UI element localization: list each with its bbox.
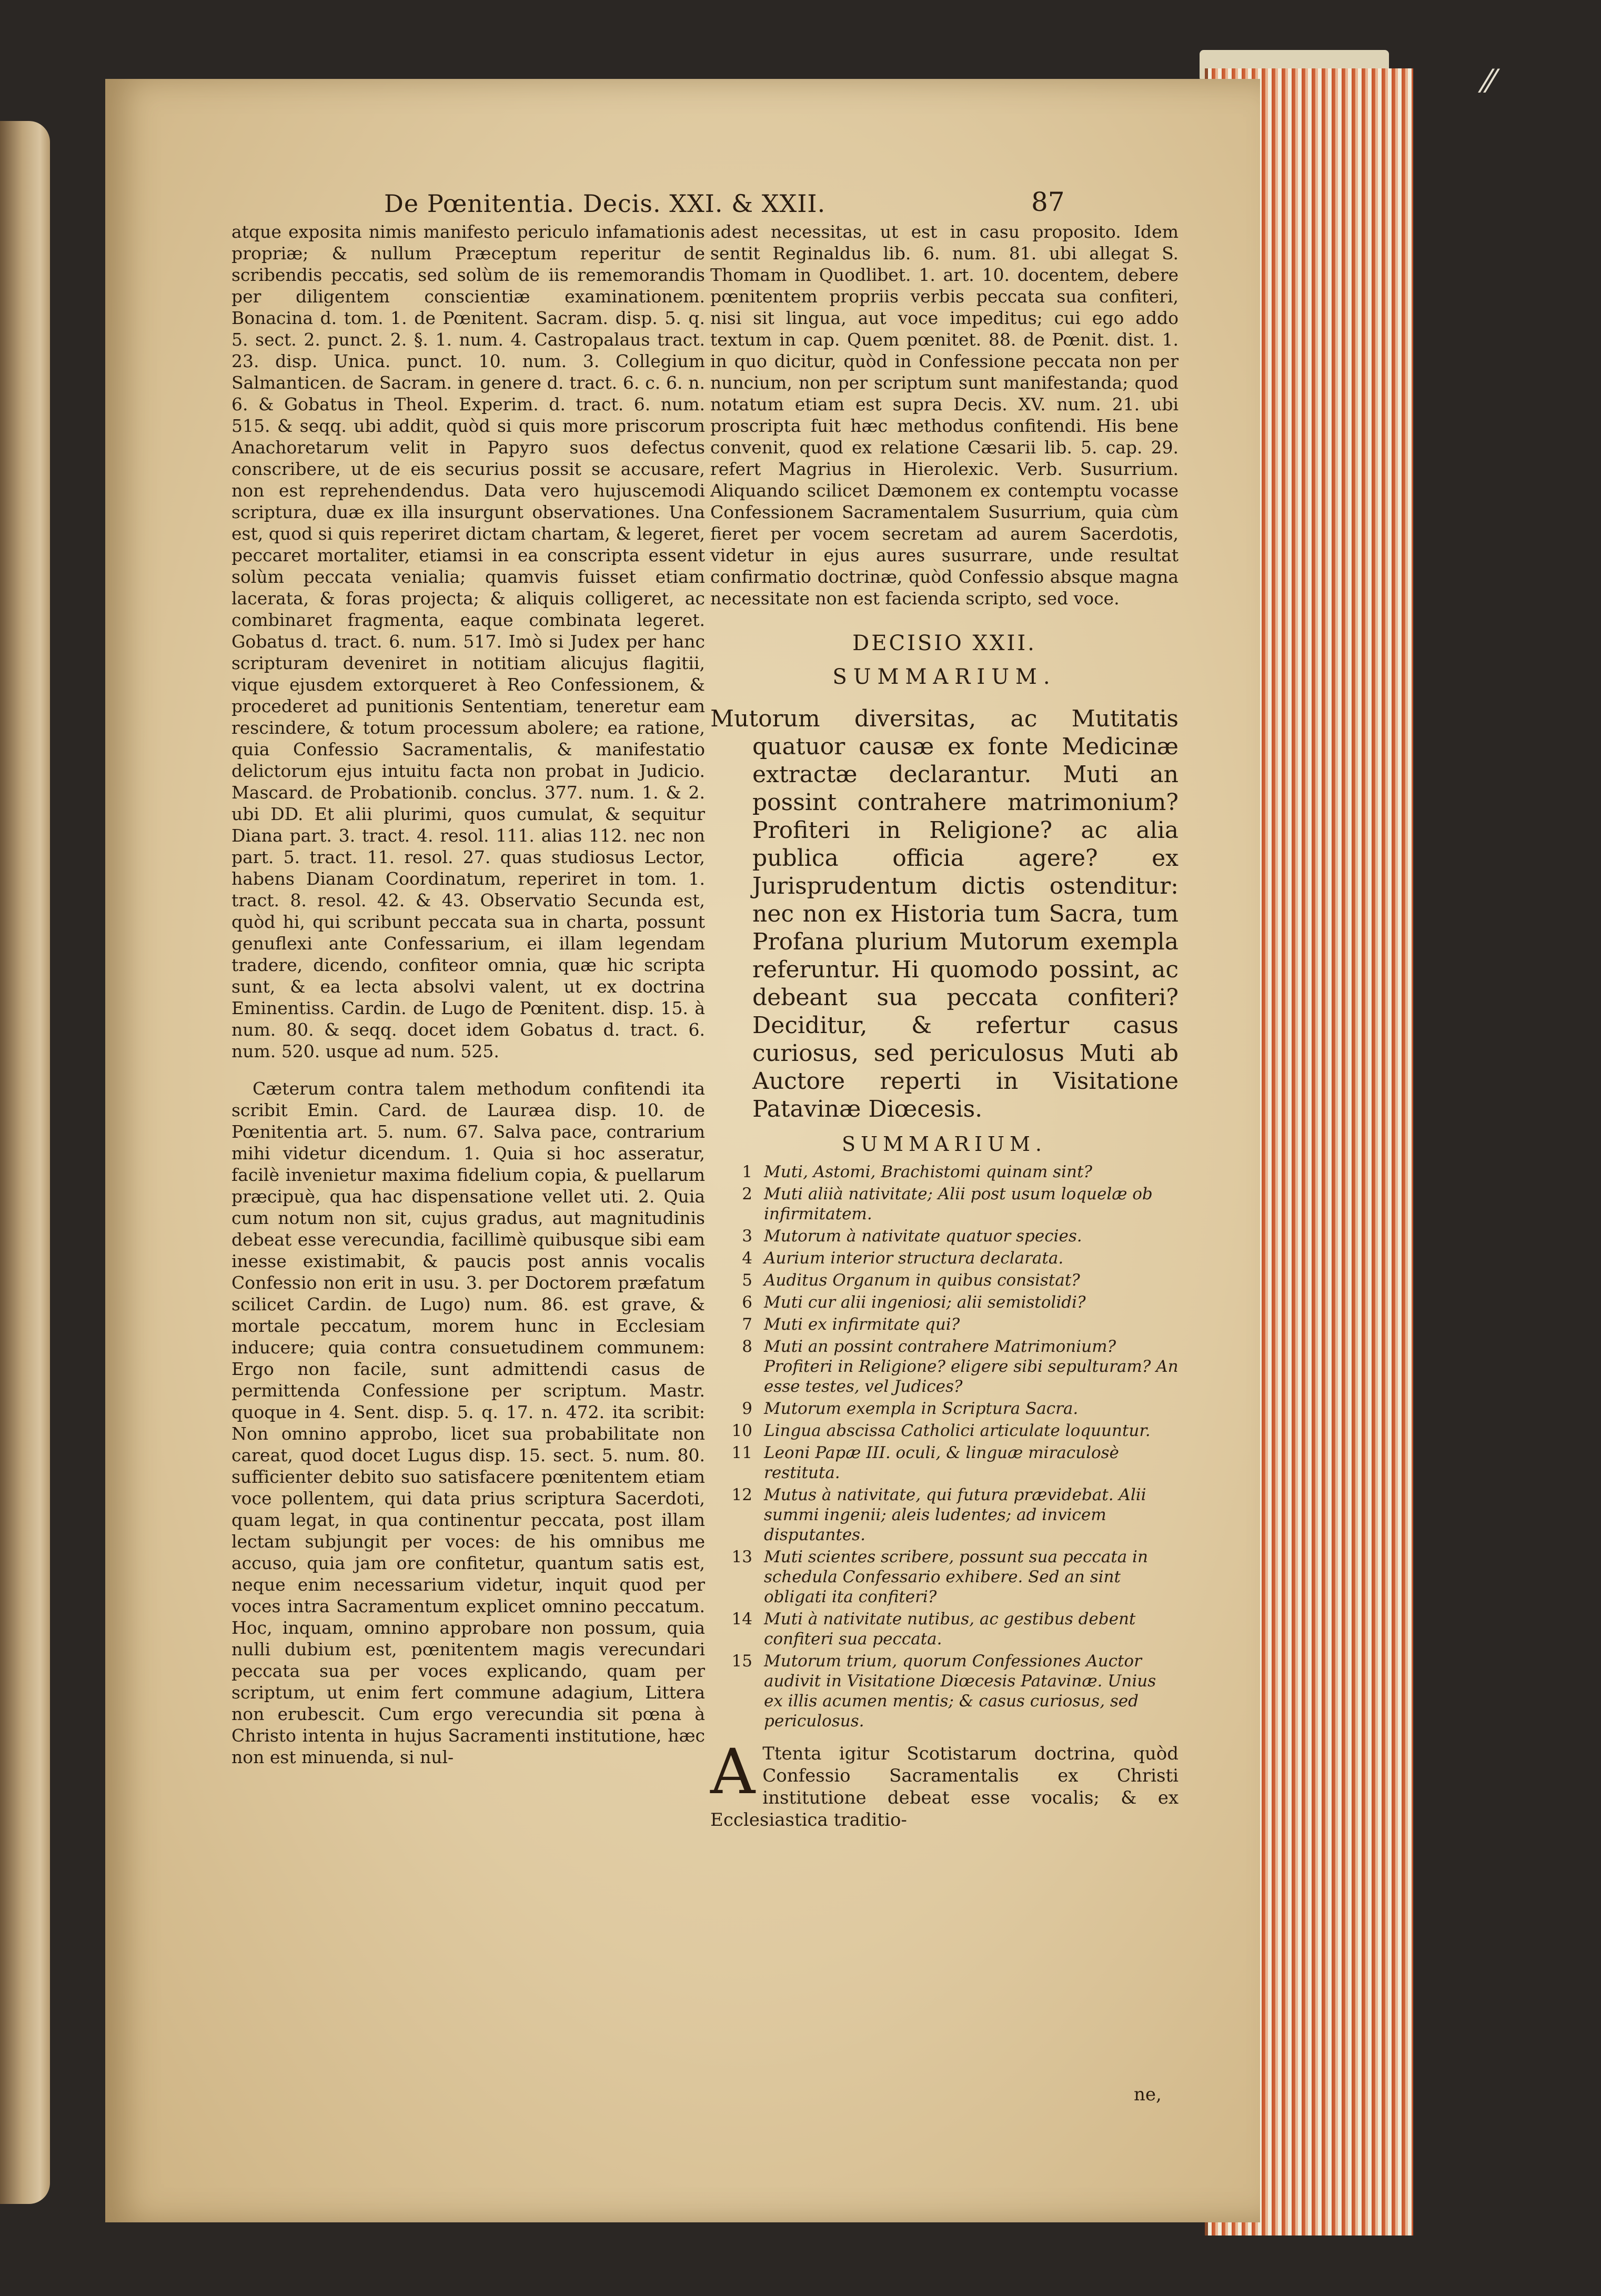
summary-item — [710, 1270, 1179, 1290]
summary-item — [710, 1292, 1179, 1312]
summary-item — [710, 1421, 1179, 1441]
summary-item-number: 12 — [731, 1485, 752, 1504]
summary-item-text: Muti à nativitate nutibus, ac gestibus debent confiteri sua peccata. — [764, 1610, 1136, 1648]
summary-text: Mutorum diversitas, ac Mutitatis quatuor causæ ex fonte Medicinæ extractæ declarantur. Muti an possint contrahere matrimonium? Profiteri in Religione? ac alia publica officia agere? ex Jurisprudentum dictis ostenditur: nec non ex Historia tum Sacra, tum Profana plurium Mutorum exempla referuntur. Hi quomodo possint, ac debeant sua peccata confiteri? Deciditur, & refertur casus curiosus, sed periculosus Muti ab Auctore reperti in Visitatione Patavinæ Diœcesis. — [710, 705, 1179, 1122]
summary-item-number: 6 — [742, 1293, 752, 1312]
summary-item — [710, 1226, 1179, 1246]
final-text: Ttenta igitur Scotistarum doctrina, quòd Confessio Sacramentalis ex Christi institutione debeat esse vocalis; & ex Ecclesiastica traditio- — [710, 1743, 1179, 1830]
summary-item-text: Muti an possint contrahere Matrimonium? Profiteri in Religione? eligere sibi sepulturam? An esse testes, vel Judices? — [764, 1337, 1179, 1396]
left-column — [231, 221, 705, 1768]
summary-item-text: Mutus à nativitate, qui futura prævidebat. Alii summi ingenii; aleis ludentes; ad invicem disputantes. — [764, 1485, 1146, 1544]
summary-item — [710, 1443, 1179, 1483]
summary-item — [710, 1609, 1179, 1649]
summary-item-number: 9 — [742, 1399, 752, 1418]
summary-item — [710, 1399, 1179, 1419]
summary-item-text: Aurium interior structura declarata. — [764, 1249, 1064, 1268]
summary-item-text: Mutorum trium, quorum Confessiones Auctor audivit in Visitatione Diœcesis Patavinæ. Unius ex illis acumen mentis; & casus curiosus, sed periculosus. — [764, 1652, 1156, 1731]
right-paragraph: adest necessitas, ut est in casu proposito. Idem sentit Reginaldus lib. 6. num. 81. ubi allegat S. Thomam in Quodlibet. 1. art. 10. docentem, debere pœnitentem propriis verbis peccata sua confiteri, nisi sit lingua, aut voce impeditus; cui ego addo textum in cap. Quem pœnitet. 88. de Pœnit. dist. 1. in quo dicitur, quòd in Confessione peccata non per nuncium, non per scriptum sunt manifestanda; quod notatum etiam est supra Decis. XV. num. 21. ubi proscripta fuit hæc methodus confitendi. His bene convenit, quod ex relatione Cæsarii lib. 5. cap. 29. refert Magrius in Hierolexic. Verb. Susurrium. Aliquando scilicet Dæmonem ex contemptu vocasse Confessionem Sacramentalem Susurrium, quia cùm fieret per vocem secretam ad aurem Sacerdotis, videtur in ejus aures susurrare, unde resultat confirmatio doctrinæ, quòd Confessio absque magna necessitate non est facienda scripto, sed voce. — [710, 221, 1179, 609]
summary-item — [710, 1162, 1179, 1182]
left-paragraph: Cæterum contra talem methodum confitendi ita scribit Emin. Card. de Lauræa disp. 10. de Pœnitentia art. 5. num. 67. Salva pace, contrarium mihi videtur dicendum. 1. Quia si hoc asseratur, facilè invenietur maxima fidelium copia, & puellarum præcipuè, qua hac dispensatione vellet uti. 2. Quia cum notum non sit, cujus gradus, aut magnitudinis debeat esse verecundia, facillimè quibusque sibi eam inesse existimabit, & paucis post annis vocalis Confessio non erit in usu. 3. per Doctorem præfatum scilicet Cardin. de Lugo) num. 86. est grave, & mortale peccatum, morem hunc in Ecclesiam inducere; quia contra consuetudinem communem: Ergo non facile, sunt admittendi casus de permittenda Confessione per scriptum. Mastr. quoque in 4. Sent. disp. 5. q. 17. n. 472. ita scribit: Non omnino approbo, licet sua probabilitate non careat, quod docet Lugus disp. 15. sect. 5. num. 80. sufficienter debito suo satisfacere pœnitentem etiam voce pollentem, qui data prius scriptura Sacerdoti, quam legat, in qua continentur peccata, post illam lectam subjungit per voces: de his omnibus me accuso, quia jam ore confitetur, quantum satis est, neque enim necessarium videtur, inquit quod per voces intra Sacramentum explicet omnino peccatum. Hoc, inquam, omnino approbare non possum, quia nulli dubium est, pœnitentem magis verecundari peccata sua per voces explicando, quam per scriptum, ut enim fert commune adagium, Littera non erubescit. Cum ergo verecundia sit pœna à Christo intenta in hujus Sacramenti institutione, hæc non est minuenda, si nul- — [231, 1078, 705, 1767]
summary-item-number: 11 — [731, 1443, 752, 1462]
summary-item-text: Muti, Astomi, Brachistomi quinam sint? — [764, 1162, 1093, 1181]
summary-item-number: 5 — [742, 1271, 752, 1290]
running-head: De Pœnitentia. Decis. XXI. & XXII. — [384, 189, 826, 218]
summary-item-text: Muti aliià nativitate; Alii post usum loquelæ ob infirmitatem. — [764, 1185, 1153, 1223]
corner-mark: ⁄⁄ — [1484, 63, 1495, 100]
summary-item-number: 8 — [742, 1337, 752, 1356]
summary-items — [710, 1162, 1179, 1731]
left-paragraph: atque exposita nimis manifesto periculo infamationis propriæ; & nullum Præceptum reperitur de scribendis peccatis, sed solùm de iis rememorandis per diligentem conscientiæ examinationem. Bonacina d. tom. 1. de Pœnitent. Sacram. disp. 5. q. 5. sect. 2. punct. 2. §. 1. num. 4. Castropalaus tract. 23. disp. Unica. punct. 10. num. 3. Collegium Salmanticen. de Sacram. in genere d. tract. 6. c. 6. n. 6. & Gobatus in Theol. Experim. d. tract. 6. num. 515. & seqq. ubi addit, quòd si quis more priscorum Anachoretarum velit in Papyro suos defectus conscribere, ut de eis securius possit se accusare, non est reprehendendus. Data vero hujuscemodi scriptura, duæ ex illa insurgunt observationes. Una est, quod si quis reperiret dictam chartam, & legeret, peccaret mortaliter, etiamsi in ea conscripta essent solùm peccata venialia; quamvis fuisset etiam lacerata, & foras projecta; & aliquis colligeret, ac combinaret fragmenta, eaque combinata legeret. Gobatus d. tract. 6. num. 517. Imò si Judex per hanc scripturam deveniret in notitiam alicujus flagitii, vique ejusdem extorqueret à Reo Confessionem, & procederet ad punitionis Sententiam, teneretur eam rescindere, & totum processum abolere; ea ratione, quia Confessio Sacramentalis, & manifestatio delictorum ejus intuitu facta non probat in Judicio. Mascard. de Probationib. conclus. 377. num. 1. & 2. ubi DD. Et alii plurimi, quos cumulat, & sequitur Diana part. 3. tract. 4. resol. 111. alias 112. nec non part. 5. tract. 11. resol. 27. quas studiosus Lector, habens Dianam Coordinatum, reperiret in tom. 1. tract. 8. resol. 42. & 43. Observatio Secunda est, quòd hi, qui scribunt peccata sua in charta, possunt genuflexi ante Confessarium, ei illam legendam tradere, dicendo, confiteor omnia, quæ hic scripta sunt, & ea lecta absolvi valent, ut ex doctrina Eminentiss. Cardin. de Lugo de Pœnitent. disp. 15. à num. 80. & seqq. docet idem Gobatus d. tract. 6. num. 520. usque ad num. 525. — [231, 221, 705, 1061]
summary-item-number: 7 — [742, 1315, 752, 1334]
summary-item — [710, 1184, 1179, 1224]
book-page — [105, 79, 1260, 2222]
summary-item — [710, 1337, 1179, 1397]
summarium-heading-2: SUMMARIUM. — [842, 1132, 1047, 1156]
page-number: 87 — [1031, 187, 1065, 217]
catchword: ne, — [1134, 2084, 1162, 2105]
summary-item-text: Lingua abscissa Catholici articulate loquuntur. — [764, 1421, 1151, 1440]
summary-item — [710, 1547, 1179, 1607]
final-paragraph — [710, 1735, 1179, 1831]
summary-item-number: 4 — [742, 1249, 752, 1268]
summary-item-number: 2 — [742, 1185, 752, 1203]
summary-item-number: 3 — [742, 1227, 752, 1246]
summary-item-text: Muti cur alii ingeniosi; alii semistolidi? — [764, 1293, 1086, 1312]
summary-item-text: Muti ex infirmitate qui? — [764, 1315, 960, 1334]
summary-item-number: 10 — [731, 1421, 752, 1440]
summary-item — [710, 1651, 1179, 1731]
summary-item-text: Mutorum à nativitate quatuor species. — [764, 1227, 1082, 1246]
summary-item-text: Auditus Organum in quibus consistat? — [764, 1271, 1080, 1290]
summary-item-text: Leoni Papæ III. oculi, & linguæ miraculosè restituta. — [764, 1443, 1119, 1482]
drop-cap: A — [710, 1735, 756, 1808]
summary-item — [710, 1485, 1179, 1545]
summary-item — [710, 1314, 1179, 1334]
right-column — [710, 221, 1179, 1831]
summary-item — [710, 1248, 1179, 1268]
summary-item-number: 13 — [731, 1547, 752, 1566]
summary-item-number: 1 — [742, 1162, 752, 1181]
summarium-heading: SUMMARIUM. — [832, 665, 1056, 689]
summary-item-text: Mutorum exempla in Scriptura Sacra. — [764, 1399, 1079, 1418]
summary-item-number: 14 — [731, 1610, 752, 1629]
summary-item-text: Muti scientes scribere, possunt sua peccata in schedula Confessario exhibere. Sed an sint obligati ita confiteri? — [764, 1547, 1148, 1606]
left-page-edge — [0, 121, 50, 2204]
summary-item-number: 15 — [731, 1652, 752, 1671]
decisio-heading: DECISIO XXII. — [852, 631, 1036, 655]
